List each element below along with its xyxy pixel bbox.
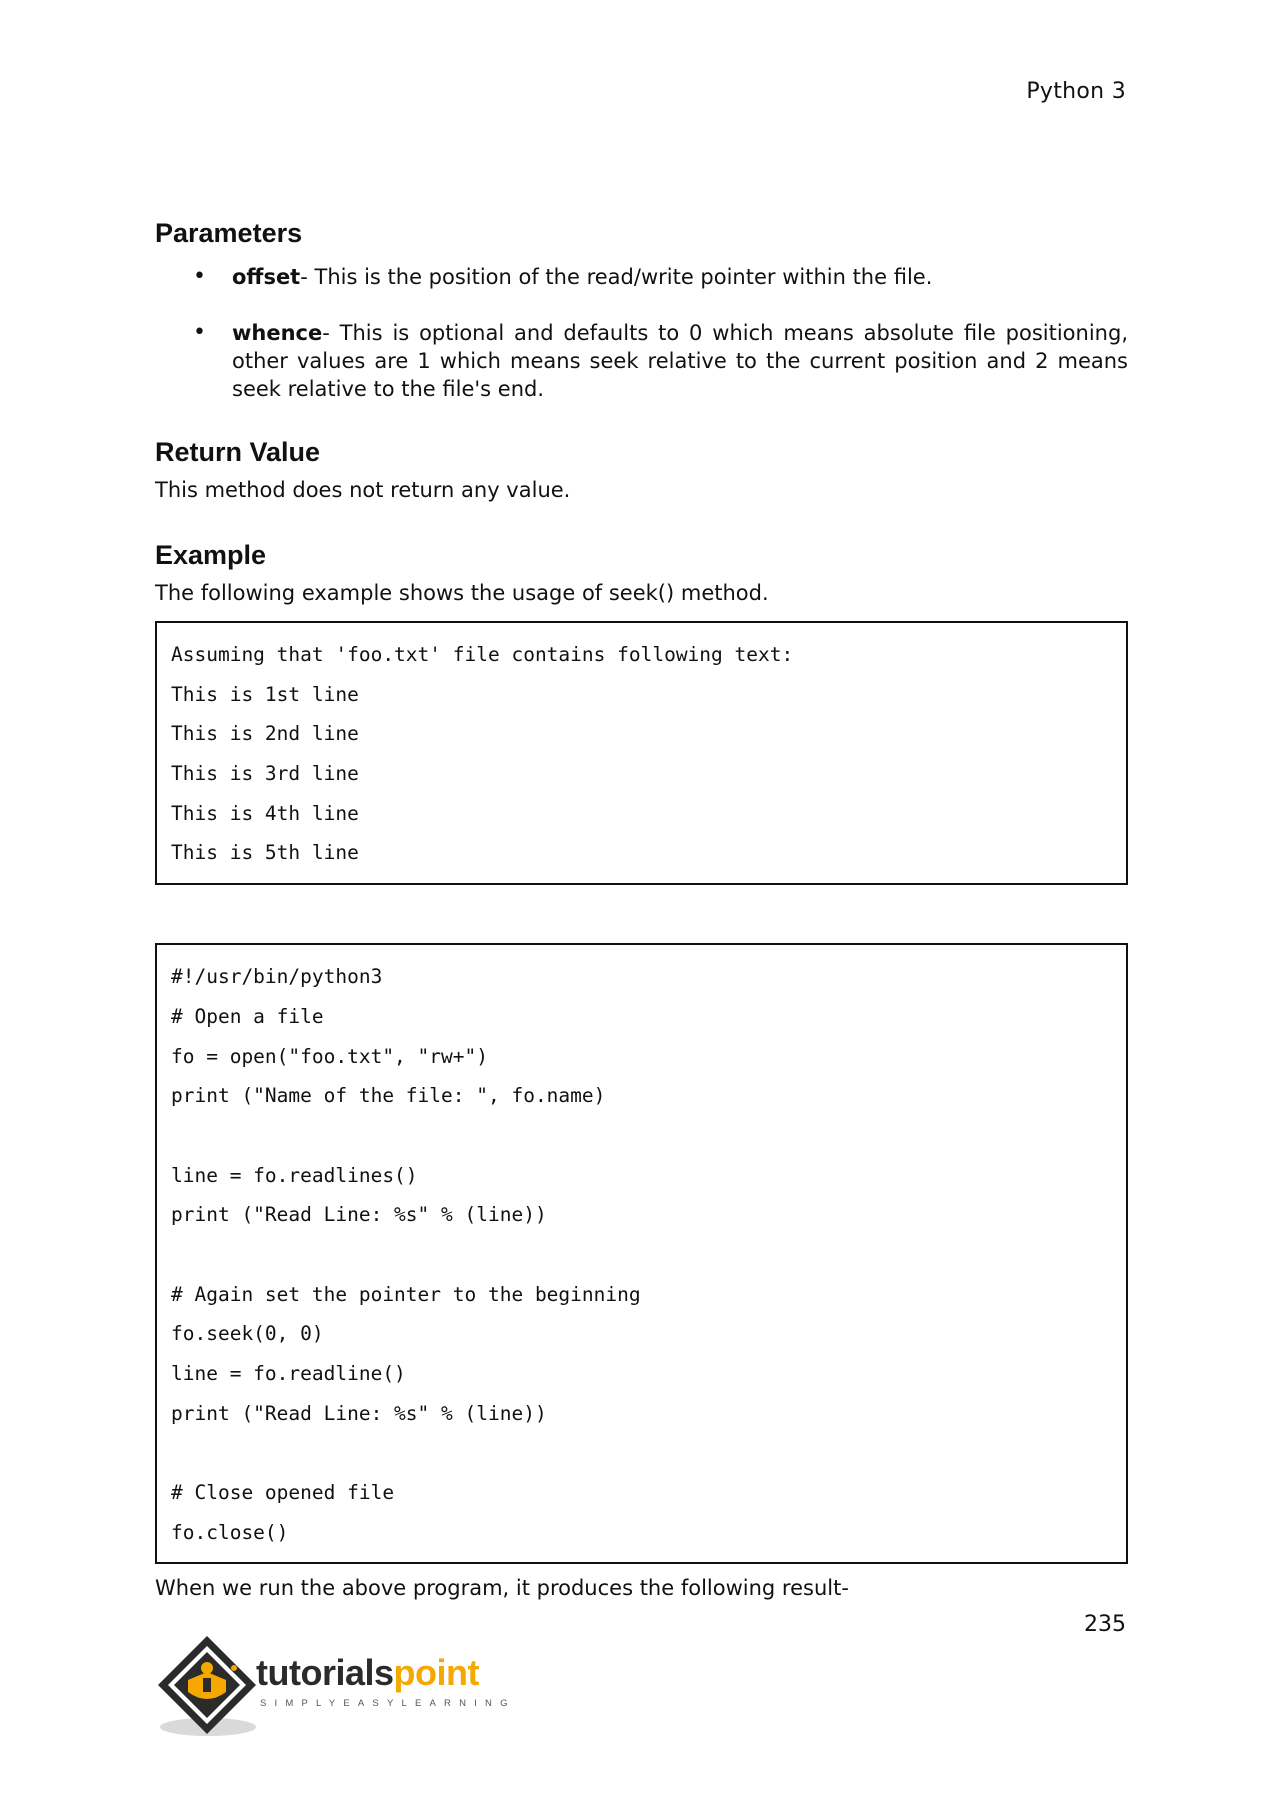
code-block-file-contents bbox=[155, 621, 1128, 885]
code-line: Assuming that 'foo.txt' file contains following text: bbox=[171, 643, 794, 666]
code-line: # Again set the pointer to the beginning bbox=[171, 1282, 641, 1306]
param-description: - This is optional and defaults to 0 which means absolute file positioning, other values are 1 which means seek relative to the current position and 2 means seek relative to the file's end. bbox=[232, 321, 1128, 401]
bullet-icon: • bbox=[193, 320, 206, 345]
code-line: #!/usr/bin/python3 bbox=[171, 965, 383, 989]
code-line: print ("Read Line: %s" % (line)) bbox=[171, 1401, 547, 1425]
result-intro-text: When we run the above program, it produces the following result- bbox=[155, 1576, 849, 1601]
code-line: print ("Read Line: %s" % (line)) bbox=[171, 1203, 547, 1227]
logo-emblem-icon bbox=[152, 1632, 262, 1742]
code-line: This is 3rd line bbox=[171, 762, 359, 786]
code-line: fo.close() bbox=[171, 1520, 289, 1544]
code-line: This is 5th line bbox=[171, 841, 359, 865]
parameters-list bbox=[155, 263, 1128, 403]
param-term: whence bbox=[232, 321, 323, 345]
logo-wordmark bbox=[256, 1652, 479, 1694]
param-term: offset bbox=[232, 265, 301, 289]
code-line: This is 1st line bbox=[171, 682, 359, 706]
code-line bbox=[171, 1116, 1112, 1156]
code-line: print ("Name of the file: ", fo.name) bbox=[171, 1084, 606, 1108]
code-line: line = fo.readlines() bbox=[171, 1163, 418, 1187]
param-description: - This is the position of the read/write pointer within the file. bbox=[300, 265, 933, 289]
logo-tagline: SIMPLYEASYLEARNING bbox=[260, 1698, 516, 1709]
code-line: fo = open("foo.txt", "rw+") bbox=[171, 1044, 488, 1068]
bullet-icon: • bbox=[193, 264, 206, 289]
tutorialspoint-logo bbox=[152, 1632, 522, 1742]
page-number: 235 bbox=[1084, 1612, 1126, 1637]
code-line: This is 2nd line bbox=[171, 722, 359, 746]
code-line: # Close opened file bbox=[171, 1481, 395, 1505]
code-line: This is 4th line bbox=[171, 801, 359, 825]
page-content bbox=[155, 220, 1128, 1602]
logo-wordmark-main: tutorials bbox=[256, 1652, 394, 1693]
logo-wordmark-accent: point bbox=[393, 1652, 479, 1693]
parameters-heading: Parameters bbox=[155, 218, 303, 248]
code-block-program bbox=[155, 943, 1128, 1564]
return-value-heading: Return Value bbox=[155, 437, 321, 467]
example-intro: The following example shows the usage of seek() method. bbox=[155, 581, 769, 605]
example-heading: Example bbox=[155, 540, 267, 570]
param-item-offset bbox=[155, 263, 1128, 291]
code-line: fo.seek(0, 0) bbox=[171, 1322, 324, 1346]
code-line: # Open a file bbox=[171, 1004, 324, 1028]
page-header-title: Python 3 bbox=[1026, 79, 1126, 104]
code-line: line = fo.readline() bbox=[171, 1362, 406, 1385]
code-line bbox=[171, 1235, 1112, 1275]
param-item-whence bbox=[155, 319, 1128, 403]
code-line bbox=[171, 1433, 1112, 1473]
return-value-text: This method does not return any value. bbox=[155, 478, 571, 502]
